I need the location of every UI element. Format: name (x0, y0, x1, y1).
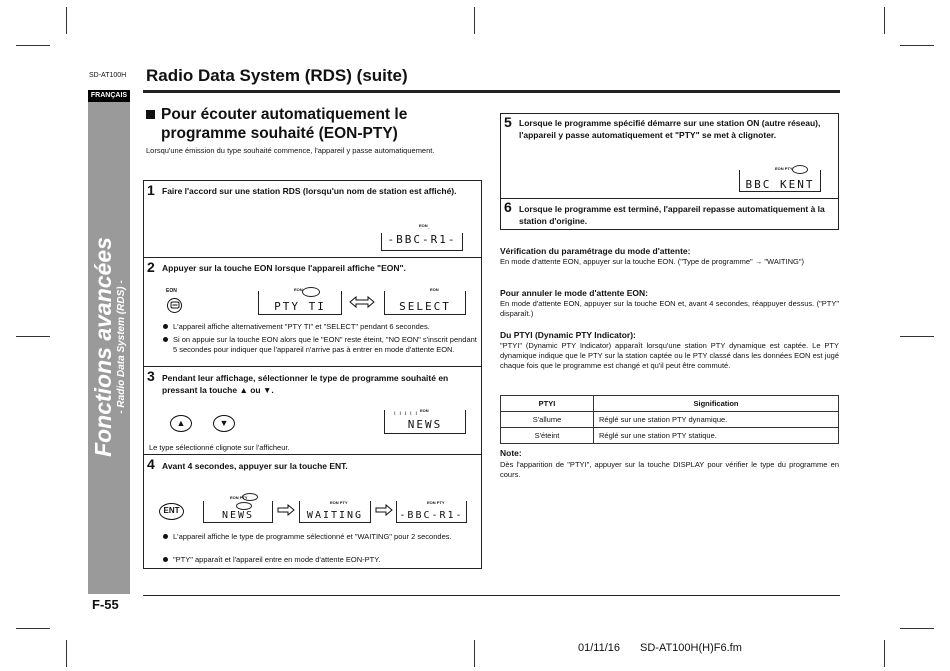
eon-button-icon (169, 299, 181, 311)
step-2-bullet: Si on appuie sur la touche EON alors que le "EON" reste éteint, "NO EON" s'inscrit pendant 5 secondes pour indiquer que l'appareil n'arrive pas à entrer en mode d'attente EON. (161, 335, 479, 354)
page-title: Radio Data System (RDS) (suite) (146, 66, 408, 85)
step-1-number: 1 (147, 182, 155, 198)
lcd-display-news-small: NEWS (203, 501, 273, 523)
lcd-eon-indicator: EON (430, 287, 439, 292)
double-arrow-icon (349, 295, 375, 309)
step-4-number: 4 (147, 456, 155, 472)
table-header-cell: PTYI (501, 396, 594, 412)
lcd-display-news: NEWS (384, 410, 466, 434)
ent-button[interactable]: ENT (159, 503, 184, 520)
footer-filename: SD-AT100H(H)F6.fm (640, 642, 742, 654)
step-4-text: Avant 4 secondes, appuyer sur la touche ENT. (162, 461, 348, 471)
table-row (501, 428, 839, 444)
triangle-up-icon: ▲ (176, 418, 186, 428)
step-4-bullet: "PTY" apparaît et l'appareil entre en mode d'attente EON-PTY. (161, 555, 479, 565)
lcd-display-bbc-r1: -BBC-R1- (396, 501, 467, 523)
crop-mark (900, 45, 934, 46)
lcd-segment-dots: ı ı ı ı ı (394, 411, 419, 417)
step-6-text: Lorsque le programme est terminé, l'appareil repasse automatiquement à la station d'origine. (519, 204, 825, 226)
table-row (501, 412, 839, 428)
note-heading: Note: (500, 448, 522, 458)
table-cell: S'allume (501, 412, 594, 428)
section-heading-text: Pour écouter automatiquement le programme souhaité (EON-PTY) (161, 106, 408, 142)
crop-mark (884, 7, 885, 34)
cancel-heading: Pour annuler le mode d'attente EON: (500, 288, 648, 298)
verification-heading: Vérification du paramétrage du mode d'attente: (500, 246, 691, 256)
crop-mark (66, 7, 67, 34)
table-cell: S'éteint (501, 428, 594, 444)
crop-mark (16, 336, 50, 337)
arrow-right-icon (375, 504, 393, 516)
step-4-bullet: L'appareil affiche le type de programme sélectionné et "WAITING" pour 2 secondes. (161, 532, 479, 542)
step-3-note: Le type sélectionné clignote sur l'afficheur. (149, 443, 290, 452)
table-cell: Réglé sur une station PTY dynamique. (594, 412, 839, 428)
crop-mark (884, 640, 885, 667)
bottom-rule (143, 595, 840, 596)
down-button[interactable] (213, 415, 235, 432)
eon-button-caption: EON (166, 288, 177, 294)
sidebar-main-label: Fonctions avancées (90, 237, 116, 457)
crop-mark (900, 628, 934, 629)
step-divider (501, 198, 838, 199)
steps-box-right (500, 113, 839, 230)
section-intro: Lorsqu'une émission du type souhaité commence, l'appareil y passe automatiquement. (146, 146, 435, 155)
language-tab: FRANÇAIS (88, 90, 130, 102)
table-header-row (501, 396, 839, 412)
crop-mark (16, 45, 50, 46)
step-divider (144, 366, 481, 367)
step-6-number: 6 (504, 199, 512, 215)
verification-text: En mode d'attente EON, appuyer sur la touche EON. ("Type de programme" → "WAITING") (500, 257, 805, 266)
lcd-eon-pty-indicator: EON PTY (230, 495, 248, 500)
table-header-cell: Signification (594, 396, 839, 412)
ptyi-table (500, 395, 839, 444)
lcd-eon-indicator: EON (419, 223, 428, 228)
step-divider (144, 454, 481, 455)
steps-box-left (143, 180, 482, 569)
title-rule (143, 90, 840, 93)
step-5-text: Lorsque le programme spécifié démarre sur une station ON (autre réseau), l'appareil y passe automatiquement et "PTY" se met à clignoter. (519, 118, 821, 140)
lcd-display-select: SELECT (384, 291, 466, 315)
arrow-right-icon (277, 504, 295, 516)
lcd-display-pty-ti: PTY TI (258, 291, 342, 315)
table-cell: Réglé sur une station PTY statique. (594, 428, 839, 444)
model-code: SD-AT100H (89, 72, 127, 79)
lcd-eon-indicator: EON (420, 408, 429, 413)
up-button[interactable] (170, 415, 192, 432)
footer-date: 01/11/16 (578, 642, 621, 654)
step-1-text: Faire l'accord sur une station RDS (lorsqu'un nom de station est affiché). (162, 186, 457, 196)
crop-mark (474, 640, 475, 667)
ptyi-text: "PTYI" (Dynamic PTY Indicator) apparaît lorsqu'une station PTY dynamique est captée. Le PTY dynamique indique que le PTY sur la station captée ou le PTY classé dans les données EON est jugé chaque fois que le programme est changé et qu'il peut être commuté. (500, 341, 839, 370)
step-2-bullet: L'appareil affiche alternativement "PTY TI" et "SELECT" pendant 6 secondes. (161, 322, 479, 332)
page-number: F-55 (92, 597, 119, 612)
lcd-display-waiting: WAITING (299, 501, 371, 523)
crop-mark (474, 7, 475, 34)
lcd-eon-pty-indicator: EON PTY (775, 166, 793, 171)
lcd-eon-pty-indicator: EON PTY (427, 500, 445, 505)
lcd-segment-dots: · (428, 226, 431, 232)
note-text: Dès l'apparition de "PTYI", appuyer sur la touche DISPLAY pour vérifier le type du programme en cours. (500, 460, 839, 479)
lcd-eon-indicator: EON (294, 287, 303, 292)
ptyi-heading: Du PTYI (Dynamic PTY Indicator): (500, 330, 636, 340)
step-3-text: Pendant leur affichage, sélectionner le type de programme souhaité en pressant la touche ▲ ou ▼. (162, 373, 449, 395)
step-divider (144, 257, 481, 258)
crop-mark (66, 640, 67, 667)
triangle-down-icon: ▼ (219, 418, 229, 428)
lcd-display-bbc-kent: BBC KENT (739, 170, 821, 192)
step-5-number: 5 (504, 114, 512, 130)
eon-button[interactable] (167, 298, 182, 313)
step-2-text: Appuyer sur la touche EON lorsque l'appareil affiche "EON". (162, 263, 406, 273)
step-2-number: 2 (147, 259, 155, 275)
sidebar-sub-label: - Radio Data System (RDS) - (116, 280, 127, 414)
crop-mark (16, 628, 50, 629)
step-3-number: 3 (147, 368, 155, 384)
lcd-display-step1: -BBC-R1- (381, 233, 463, 251)
sidebar-label (88, 100, 130, 594)
lcd-eon-pty-indicator: EON PTY (330, 500, 348, 505)
cancel-text: En mode d'attente EON, appuyer sur la touche EON et, avant 4 secondes, réappuyer dessus. ("PTY" disparaît.) (500, 299, 839, 318)
pty-circle-icon (242, 493, 258, 501)
crop-mark (900, 336, 934, 337)
square-bullet-icon (146, 110, 155, 119)
